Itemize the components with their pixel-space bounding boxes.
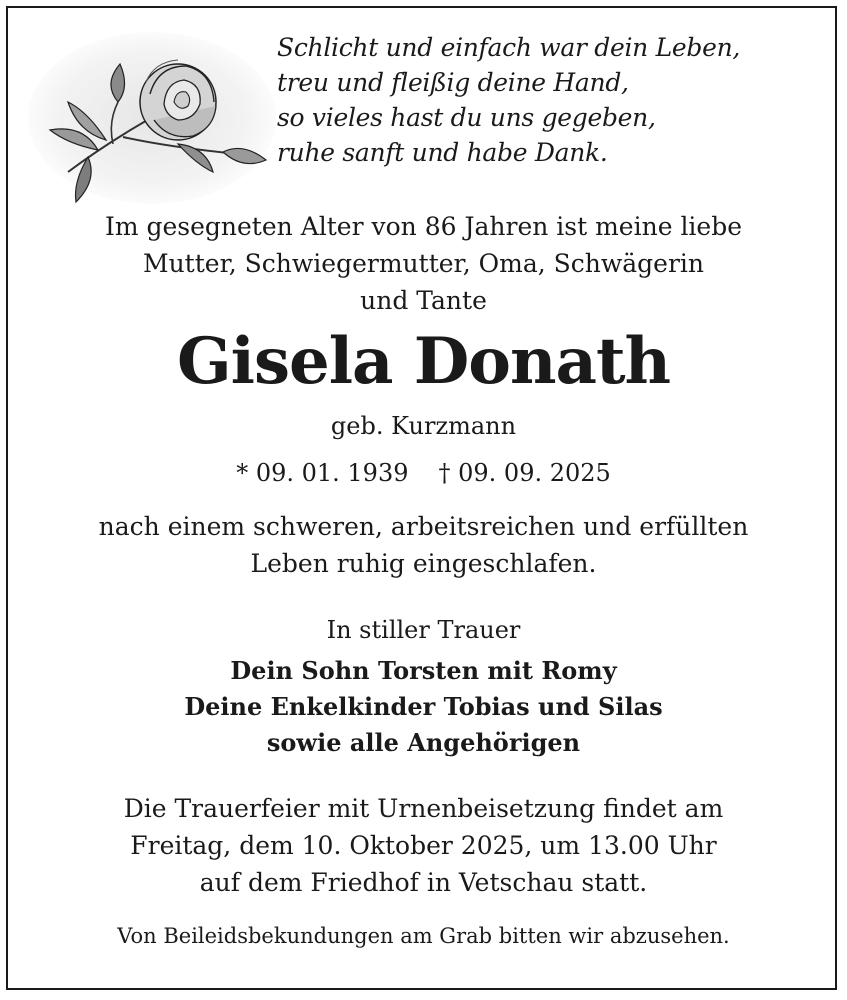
mourners-list <box>0 653 847 761</box>
life-line: Leben ruhig eingeschlafen. <box>250 549 597 578</box>
poem-line: ruhe sanft und habe Dank. <box>277 138 608 167</box>
poem-line: Schlicht und einfach war dein Leben, <box>277 33 741 62</box>
rose-illustration <box>28 32 276 204</box>
service-line: Die Trauerfeier mit Urnenbeisetzung findet am <box>123 794 724 823</box>
mourner: Dein Sohn Torsten mit Romy <box>230 656 617 685</box>
birth-date: * 09. 01. 1939 <box>236 459 409 487</box>
life-text <box>0 508 847 582</box>
intro-line: Mutter, Schwiegermutter, Oma, Schwägerin <box>142 249 705 278</box>
service-line: auf dem Friedhof in Vetschau statt. <box>199 868 648 897</box>
poem <box>277 30 817 170</box>
poem-line: so vieles hast du uns gegeben, <box>277 103 656 132</box>
mourner: Deine Enkelkinder Tobias und Silas <box>184 692 663 721</box>
maiden-name: geb. Kurzmann <box>330 412 517 440</box>
life-line: nach einem schweren, arbeitsreichen und erfüllten <box>98 512 749 541</box>
service-line: Freitag, dem 10. Oktober 2025, um 13.00 Uhr <box>130 831 717 860</box>
poem-line: treu und fleißig deine Hand, <box>277 68 629 97</box>
deceased-name: Gisela Donath <box>176 324 671 399</box>
life-dates <box>0 455 847 491</box>
funeral-service-text <box>0 790 847 901</box>
death-date: † 09. 09. 2025 <box>438 459 611 487</box>
condolence-note: Von Beileidsbekundungen am Grab bitten wir abzusehen. <box>117 924 730 948</box>
mourner: sowie alle Angehörigen <box>266 728 581 757</box>
intro-line: Im gesegneten Alter von 86 Jahren ist meine liebe <box>104 212 743 241</box>
intro-text <box>0 208 847 319</box>
mourning-label: In stiller Trauer <box>326 616 521 644</box>
intro-line: und Tante <box>360 286 487 315</box>
